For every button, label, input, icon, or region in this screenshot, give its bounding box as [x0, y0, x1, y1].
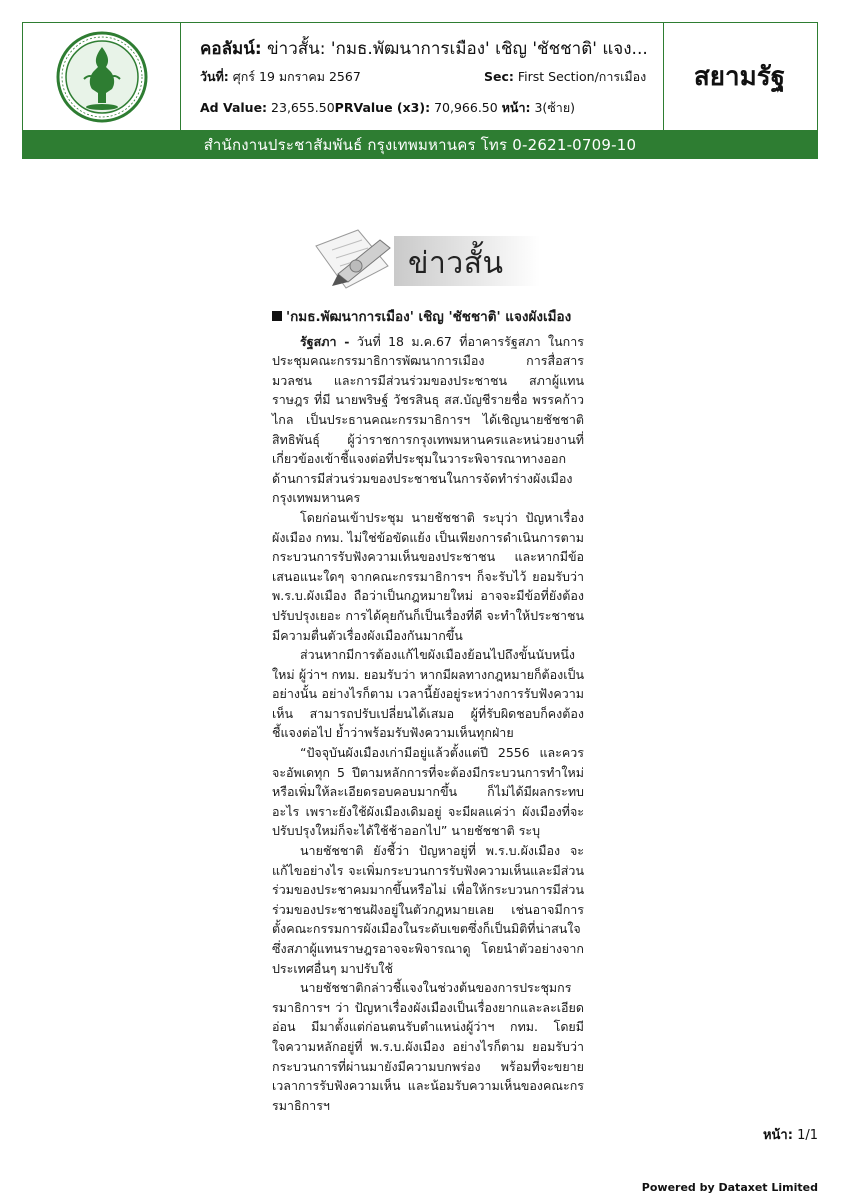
article-paragraph: นายชัชชาติ ยังชี้ว่า ปัญหาอยู่ที่ พ.ร.บ.ผังเมือง จะแก้ไขอย่างไร จะเพิ่มกระบวนการรับฟังความเห็นและมีส่วนร่วมของประชาคมมากขึ้นหรือไม่ เพื่อให้กระบวนการมีส่วนร่วมของประชาชนฝังอยู่ในตัวกฎหมายเลย เช่นอาจมีการตั้งคณะกรรมการผังเมืองในระดับเขตซึ่งก็เป็นมิติที่น่าสนใจ ซึ่งสภาผู้แทนราษฎรอาจจะพิจารณาดู โดยนำตัวอย่างจากประเทศอื่นๆ มาปรับใช้ — [272, 843, 584, 976]
clipping-header — [22, 22, 818, 132]
column-title: คอลัมน์: ข่าวสั้น: 'กมธ.พัฒนาการเมือง' เชิญ 'ชัชชาติ' แจง... — [200, 39, 648, 59]
page-number: หน้า: 1/1 — [762, 1128, 818, 1143]
powered-by: Powered by Dataxet Limited — [641, 1181, 818, 1194]
office-bar: สำนักงานประชาสัมพันธ์ กรุงเทพมหานคร โทร 0-2621-0709-10 — [22, 130, 818, 159]
section-line: Sec: First Section/การเมือง — [484, 69, 647, 84]
bma-seal-icon — [54, 29, 150, 125]
article-paragraph: ส่วนหากมีการต้องแก้ไขผังเมืองย้อนไปถึงขั้นนับหนึ่งใหม่ ผู้ว่าฯ กทม. ยอมรับว่า หากมีผลทางกฎหมายก็ต้องเป็นอย่างนั้น อย่างไรก็ตาม เวลานี้ยังอยู่ระหว่างการรับฟังความเห็น สามารถปรับเปลี่ยนได้เสมอ ผู้ที่รับผิดชอบก็คงต้องชี้แจงต่อไป ย้ำว่าพร้อมรับฟังความเห็นทุกฝ่าย — [272, 647, 584, 741]
publication-name: สยามรัฐ — [693, 62, 786, 92]
section-banner — [310, 226, 540, 296]
article — [272, 308, 584, 1115]
date-line: วันที่: ศุกร์ 19 มกราคม 2567 — [200, 69, 361, 84]
dateline: รัฐสภา - — [300, 333, 350, 349]
article-paragraph: นายชัชชาติกล่าวชี้แจงในช่วงต้นของการประชุมกรรมาธิการฯ ว่า ปัญหาเรื่องผังเมืองเป็นเรื่องยากและละเอียดอ่อน มีมาตั้งแต่ก่อนตนรับตำแหน่งผู้ว่าฯ กทม. โดยมีใจความหลักอยู่ที่ พ.ร.บ.ผังเมือง อย่างไรก็ตาม ยอมรับว่ากระบวนการที่ผ่านมายังมีความบกพร่อง พร้อมที่จะขยายเวลาการรับฟังความเห็น และน้อมรับความเห็นของคณะกรรมาธิการฯ — [272, 980, 584, 1113]
article-headline: 'กมธ.พัฒนาการเมือง' เชิญ 'ชัชชาติ' แจงผังเมือง — [272, 308, 584, 328]
article-paragraph: โดยก่อนเข้าประชุม นายชัชชาติ ระบุว่า ปัญหาเรื่องผังเมือง กทม. ไม่ใช่ข้อขัดแย้ง เป็นเพียงการดำเนินการตามกระบวนการรับฟังความเห็นของประชาชน และหากมีข้อเสนอแนะใดๆ จากคณะกรรมาธิการฯ ก็จะรับไว้ ยอมรับว่า พ.ร.บ.ผังเมือง ถือว่าเป็นกฎหมายใหม่ อาจจะมีข้อที่ยังต้องปรับปรุงเยอะ การได้คุยกันก็เป็นเรื่องที่ดี จะทำให้ประชาชนมีความตื่นตัวเรื่องผังเมืองกันมากขึ้น — [272, 509, 584, 643]
publication-cell — [663, 23, 816, 130]
bma-logo — [23, 23, 181, 130]
clipping-meta — [180, 23, 664, 130]
article-paragraph: “ปัจจุบันผังเมืองเก่ามีอยู่แล้วตั้งแต่ปี 2556 และควรจะอัพเดทุก 5 ปีตามหลักการที่จะต้องมีกระบวนการทำใหม่ หรือเพิ่มให้ละเอียดรอบคอบมากขึ้น ก็ไม่ได้มีผลกระทบอะไร เพราะยังใช้ผังเมืองเดิมอยู่ จะมีผลแค่ว่า ผังเมืองที่จะปรับปรุงใหม่ก็จะได้ใช้ช้าออกไป” นายชัชชาติ ระบุ — [272, 745, 584, 839]
banner-title: ข่าวสั้น — [408, 246, 504, 281]
article-paragraph: รัฐสภา - วันที่ 18 ม.ค.67 ที่อาคารรัฐสภา ในการประชุมคณะกรรมาธิการพัฒนาการเมือง การสื่อสารมวลชน และการมีส่วนร่วมของประชาชน สภาผู้แทนราษฎร ที่มี นายพริษฐ์ วัชรสินธุ สส.บัญชีรายชื่อ พรรคก้าวไกล เป็นประธานคณะกรรมาธิการฯ ได้เชิญนายชัชชาติ สิทธิพันธุ์ ผู้ว่าราชการกรุงเทพมหานครและหน่วยงานที่เกี่ยวข้องเข้าชี้แจงต่อที่ประชุมในวาระพิจารณาทางออกด้านการมีส่วนร่วมของประชาชนในการจัดทำร่างผังเมืองกรุงเทพมหานคร — [272, 333, 584, 506]
value-line: Ad Value: 23,655.50PRValue (x3): 70,966.50 หน้า: 3(ซ้าย) — [200, 100, 576, 115]
bullet-square-icon — [272, 311, 282, 321]
